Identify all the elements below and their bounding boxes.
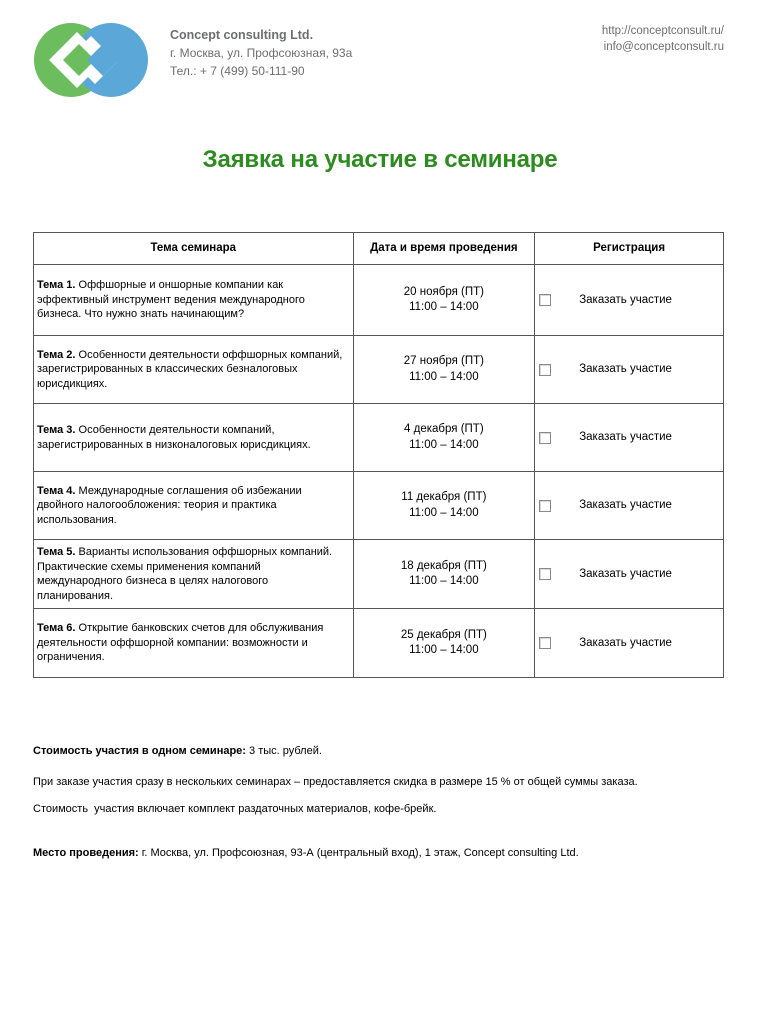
table-row: [34, 472, 724, 540]
date-cell: [353, 265, 535, 336]
table-header-row: [34, 233, 724, 265]
table-row: [34, 265, 724, 336]
venue-value: г. Москва, ул. Профсоюзная, 93-А (центральный вход), 1 этаж, Concept consulting Ltd.: [138, 847, 579, 859]
topic-text: Особенности деятельности компаний, зарегистрированных в низконалоговых юрисдикциях.: [37, 424, 311, 451]
topic-text: Международные соглашения об избежании двойного налогообложения: теория и практика использования.: [37, 484, 302, 526]
page-title: Заявка на участие в семинаре: [202, 146, 558, 173]
register-checkbox[interactable]: [539, 500, 551, 512]
venue-label: Место проведения:: [33, 847, 139, 859]
company-logo: [33, 22, 149, 98]
register-checkbox[interactable]: [539, 432, 551, 444]
contact-links: [602, 23, 724, 55]
venue-note: [33, 846, 579, 861]
includes-note: Стоимость участия включает комплект раздаточных материалов, кофе-брейк.: [33, 803, 437, 815]
topic-text: Оффшорные и оншорные компании как эффективный инструмент ведения международного бизнеса. Что нужно знать начинающим?: [37, 279, 305, 321]
register-label[interactable]: Заказать участие: [579, 431, 672, 444]
seminar-time: 11:00 – 14:00: [409, 644, 479, 656]
register-label[interactable]: Заказать участие: [579, 567, 672, 580]
topic-text: Варианты использования оффшорных компаний. Практические схемы применения компаний международного бизнеса в целях налогового планирования.: [37, 546, 333, 602]
email-link[interactable]: info@conceptconsult.ru: [603, 41, 724, 53]
register-label[interactable]: Заказать участие: [579, 363, 672, 376]
topic-cell: [34, 336, 354, 404]
date-cell: [353, 540, 535, 609]
header-date: Дата и время проведения: [353, 233, 535, 265]
register-label[interactable]: Заказать участие: [579, 636, 672, 649]
register-checkbox[interactable]: [539, 364, 551, 376]
seminar-date: 27 ноября (ПТ): [403, 355, 484, 367]
topic-number: Тема 5.: [37, 546, 76, 558]
discount-note: При заказе участия сразу в нескольких семинарах – предоставляется скидка в размере 15 % от общей суммы заказа.: [33, 776, 638, 788]
date-cell: [353, 472, 535, 540]
cost-note: [33, 744, 322, 759]
seminar-time: 11:00 – 14:00: [409, 506, 479, 519]
company-address: г. Москва, ул. Профсоюзная, 93а: [170, 46, 353, 60]
topic-number: Тема 4.: [37, 484, 76, 497]
register-checkbox[interactable]: [539, 568, 551, 580]
seminar-date: 4 декабря (ПТ): [404, 423, 484, 435]
registration-cell: [535, 336, 724, 404]
topic-cell: [34, 404, 354, 472]
registration-cell: [535, 265, 724, 336]
registration-cell: [535, 472, 724, 540]
table-row: [34, 540, 724, 609]
date-cell: [353, 404, 535, 472]
registration-cell: [535, 404, 724, 472]
topic-text: Особенности деятельности оффшорных компаний, зарегистрированных в классических безналоговых юрисдикциях.: [37, 348, 343, 390]
seminar-time: 11:00 – 14:00: [409, 370, 479, 383]
topic-number: Тема 1.: [37, 279, 76, 292]
seminar-date: 18 декабря (ПТ): [400, 559, 487, 572]
company-name: Concept consulting Ltd.: [170, 28, 314, 42]
table-row: [34, 336, 724, 404]
seminar-table: [33, 232, 724, 678]
register-label[interactable]: Заказать участие: [579, 293, 672, 306]
table-row: [34, 609, 724, 678]
seminar-date: 20 ноября (ПТ): [403, 285, 484, 298]
cost-label: Стоимость участия в одном семинаре:: [33, 745, 246, 757]
website-link[interactable]: http://conceptconsult.ru/: [601, 25, 724, 37]
topic-cell: [34, 472, 354, 540]
register-label[interactable]: Заказать участие: [579, 499, 672, 512]
topic-number: Тема 3.: [37, 424, 76, 436]
topic-cell: [34, 540, 354, 609]
registration-cell: [535, 540, 724, 609]
topic-cell: [34, 609, 354, 678]
register-checkbox[interactable]: [539, 294, 551, 306]
date-cell: [353, 609, 535, 678]
topic-number: Тема 6.: [37, 622, 76, 635]
topic-cell: [34, 265, 354, 336]
table-row: [34, 404, 724, 472]
company-info: [170, 26, 352, 80]
header-topic: Тема семинара: [34, 233, 354, 265]
register-checkbox[interactable]: [539, 637, 551, 649]
seminar-date: 11 декабря (ПТ): [401, 491, 487, 503]
topic-text: Открытие банковских счетов для обслуживания деятельности оффшорной компании: возможности и ограничения.: [37, 622, 324, 664]
seminar-date: 25 декабря (ПТ): [400, 628, 487, 641]
seminar-time: 11:00 – 14:00: [409, 301, 479, 313]
company-phone: Тел.: + 7 (499) 50-111-90: [170, 64, 305, 78]
topic-number: Тема 2.: [37, 348, 76, 361]
seminar-time: 11:00 – 14:00: [409, 438, 479, 451]
header-registration: Регистрация: [535, 233, 724, 265]
registration-cell: [535, 609, 724, 678]
date-cell: [353, 336, 535, 404]
cost-value: 3 тыс. рублей.: [245, 745, 322, 757]
seminar-time: 11:00 – 14:00: [409, 575, 479, 587]
